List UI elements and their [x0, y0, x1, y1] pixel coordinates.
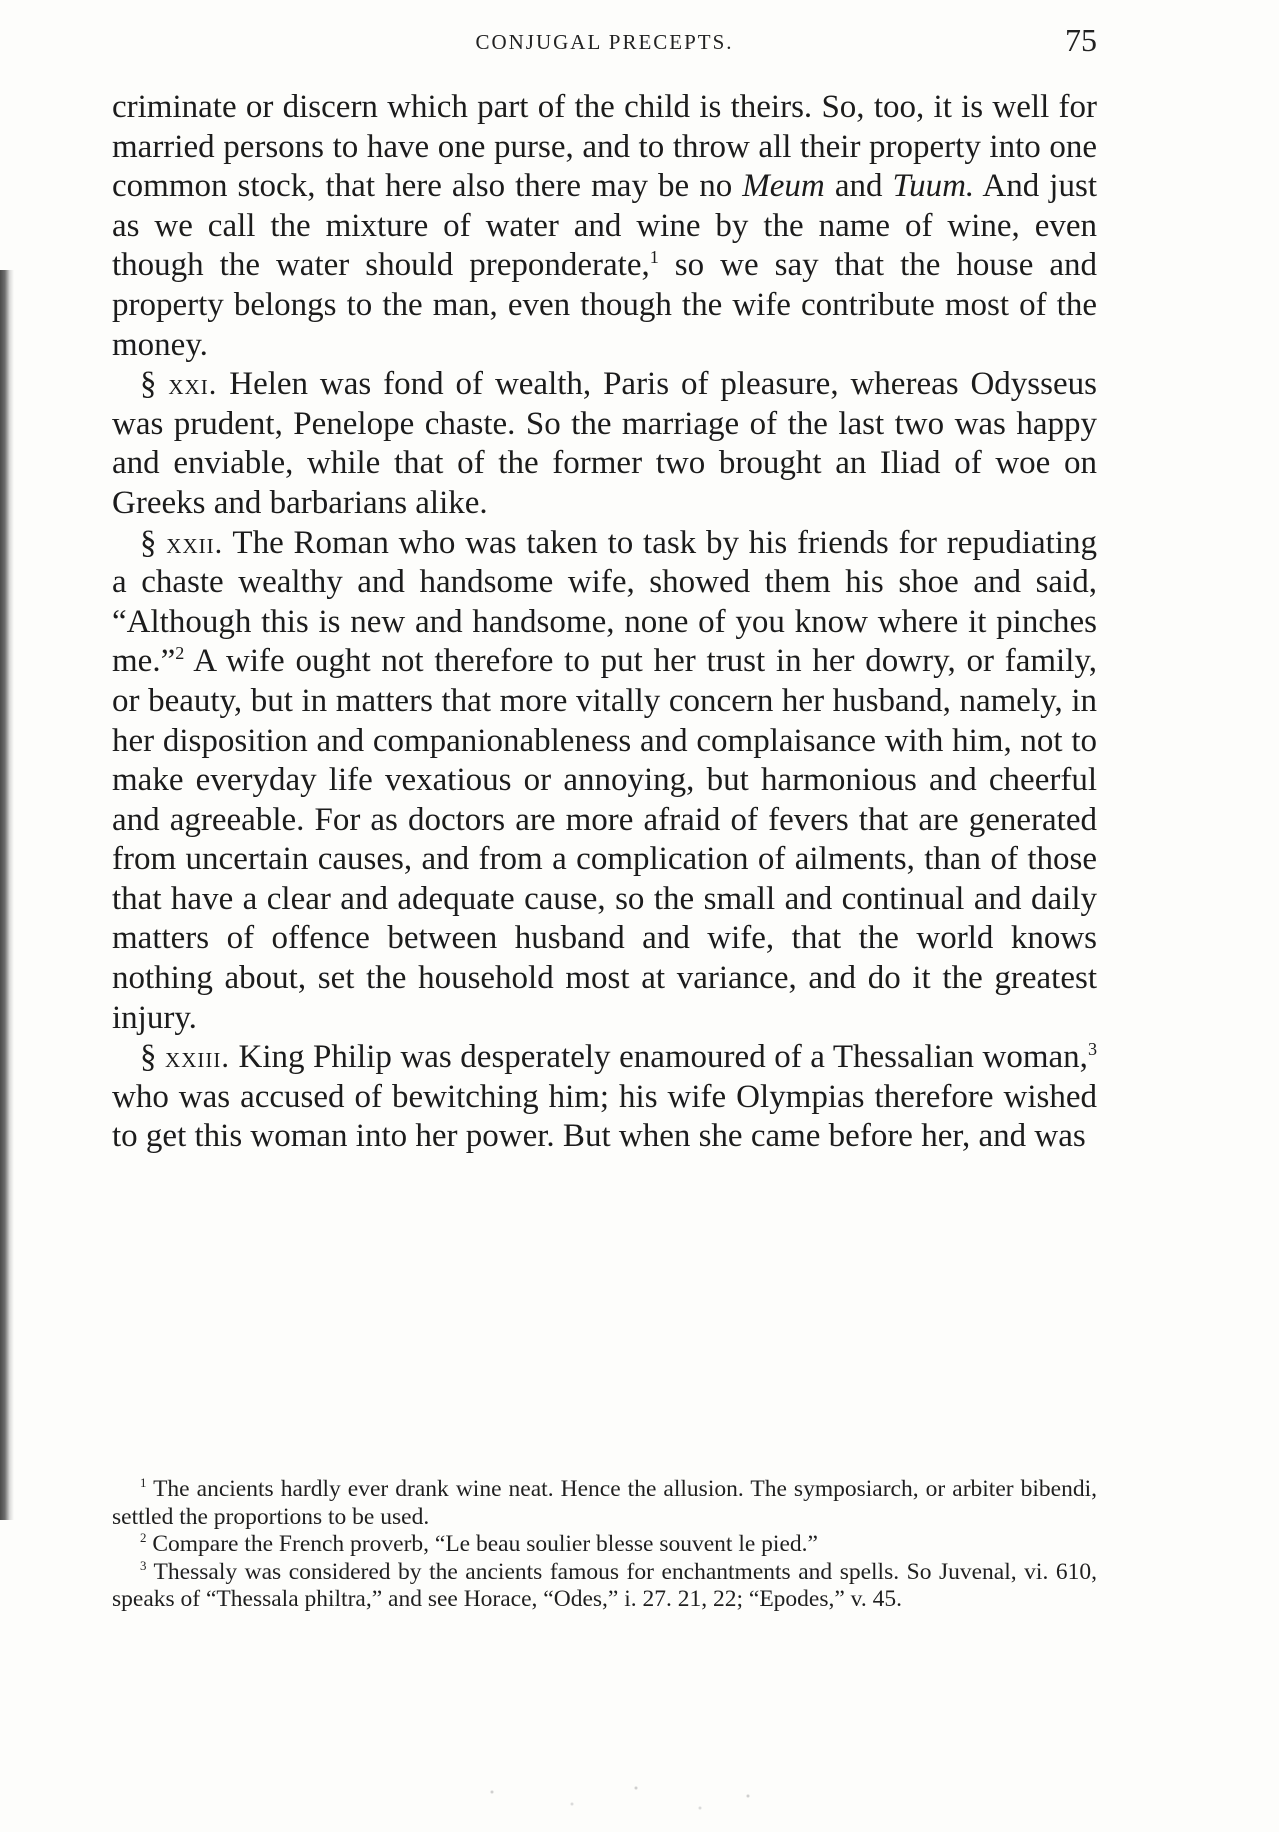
section-xxi [112, 365, 1097, 523]
text-run: The Roman who was taken to task by his friends for repudiating a chaste wealthy and handsome wife, showed them his shoe and said, “Although this is new and handsome, none of you know where it pinches me.” [112, 524, 1098, 680]
text-run: King Philip was desperately enamoured of a Thessalian woman, [229, 1039, 1088, 1076]
text-run: A wife ought not therefore to put her trust in her dowry, or family, or beauty, but in matters that more vitally concern her husband, namely, in her disposition and companionableness and complaisance with him, not to make everyday life vexatious or annoying, but harmonious and cheerful and agreeable. For as doctors are more afraid of fevers that are generated from uncertain causes, and from a complication of ailments, than of those that have a clear and adequate cause, so the small and continual and daily matters of offence between husband and wife, that the world knows nothing about, set the household most at variance, and do it the greatest injury. [112, 643, 1097, 1036]
running-title: CONJUGAL PRECEPTS. [475, 30, 734, 54]
text-run: And just as we call the mixture of water and wine by the name of wine, even though the water should preponderate, [112, 168, 1097, 284]
footnote-number: 2 [140, 1530, 147, 1546]
footnote-ref: 3 [1087, 1039, 1098, 1060]
section-mark: § [140, 524, 167, 561]
footnote-text: Compare the French proverb, “Le beau soulier blesse souvent le pied.” [146, 1531, 818, 1557]
section-xxii [112, 524, 1097, 1039]
footnote-text: The ancients hardly ever drank wine neat. Hence the allusion. The symposiarch, or arbiter bibendi, settled the proportions to be used. [112, 1476, 1097, 1530]
footnote-number: 3 [140, 1557, 147, 1573]
section-mark: § [140, 366, 169, 403]
section-number: xxi. [168, 367, 218, 402]
section-number: xxii. [166, 525, 224, 560]
body-text [112, 88, 1097, 1157]
scan-edge-shadow [0, 270, 14, 1520]
scan-specks [460, 1780, 780, 1820]
text-run: who was accused of bewitching him; his wife Olympias therefore wished to get this woman into her power. But when she came before her, and was [112, 1078, 1097, 1155]
section-xxiii [112, 1038, 1097, 1157]
footnote-1 [112, 1476, 1097, 1531]
footnote-3 [112, 1559, 1097, 1614]
running-head [112, 22, 1097, 62]
footnote-2 [112, 1531, 1097, 1559]
paragraph-continuation [112, 88, 1097, 365]
page-number: 75 [1065, 22, 1097, 58]
text-run: criminate or discern which part of the child is theirs. So, too, it is well for married persons to have one purse, and to throw all their property into one common stock, that here also there may be no [112, 89, 1097, 205]
text-run: and [824, 168, 893, 205]
footnote-ref: 1 [649, 247, 659, 268]
section-mark: § [140, 1039, 166, 1076]
italic-term-meum: Meum [742, 168, 825, 205]
footnote-ref: 2 [175, 643, 185, 664]
section-number: xxiii. [165, 1040, 230, 1075]
footnote-text: Thessaly was considered by the ancients famous for enchantments and spells. So Juvenal, vi. 610, speaks of “Thessala philtra,” and see Horace, “Odes,” i. 27. 21, 22; “Epodes,” v. 45. [112, 1558, 1097, 1612]
italic-term-tuum: Tuum. [892, 168, 975, 205]
footnotes [112, 1476, 1097, 1614]
text-run: so we say that the house and property belongs to the man, even though the wife contribute most of the money. [112, 247, 1097, 363]
text-run: Helen was fond of wealth, Paris of pleasure, whereas Odysseus was prudent, Penelope chaste. So the marriage of the last two was happy and enviable, while that of the former two brought an Iliad of woe on Greeks and barbarians alike. [112, 366, 1097, 521]
footnote-number: 1 [140, 1475, 147, 1491]
